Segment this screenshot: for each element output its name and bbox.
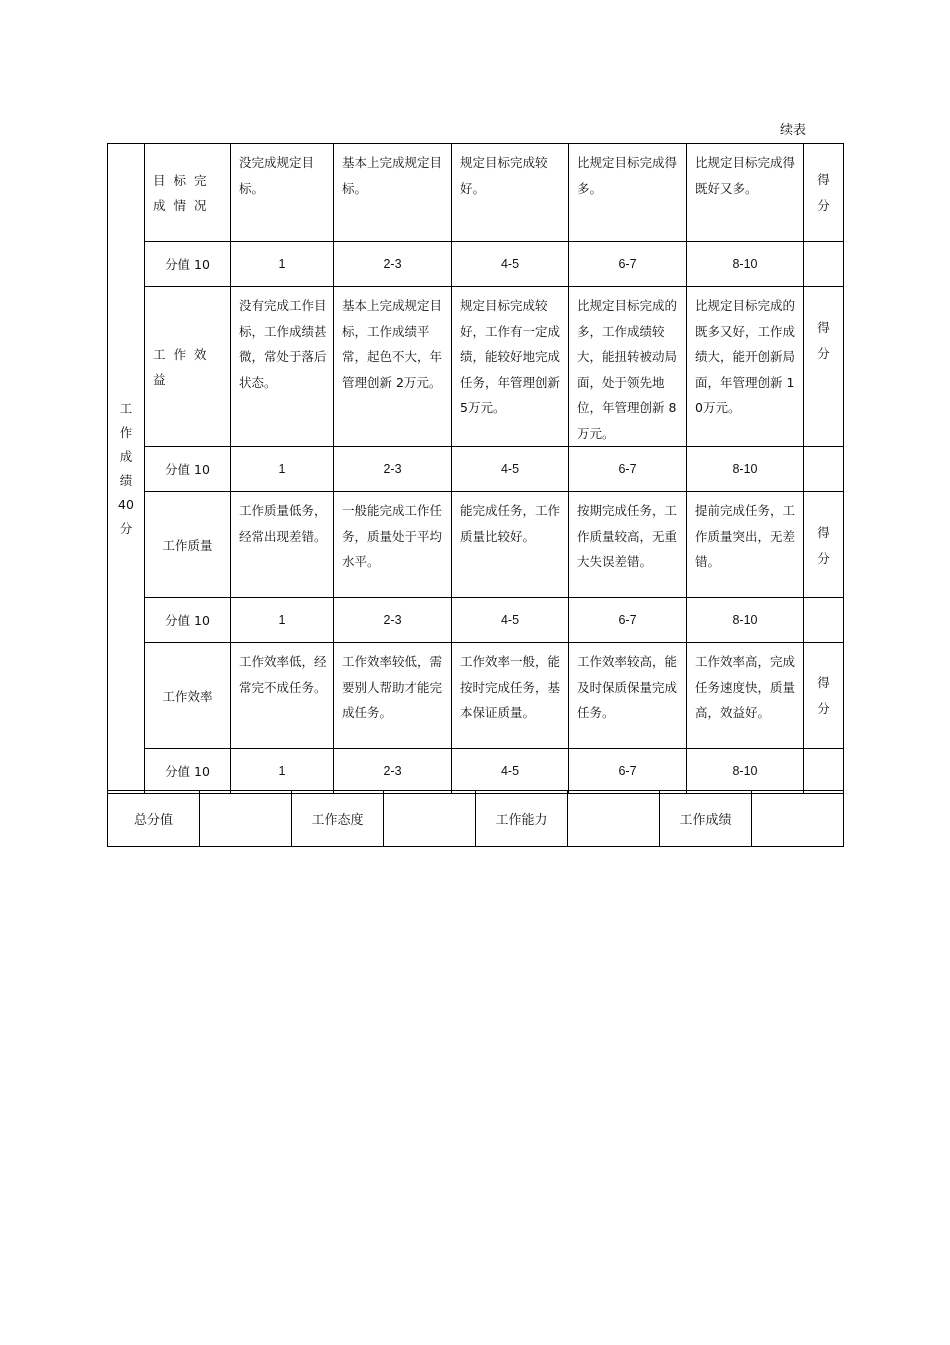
section-title-char: 绩: [119, 472, 133, 488]
score-value: 1: [231, 598, 334, 643]
score-row: [108, 447, 844, 492]
score-input-cell[interactable]: [804, 598, 844, 643]
level-description: 基本上完成规定目标，工作成绩平常，起色不大，年管理创新 2万元。: [334, 287, 452, 447]
score-label: 分值 10: [145, 598, 231, 643]
total-score-input[interactable]: [200, 791, 292, 847]
level-description: 比规定目标完成得多。: [569, 144, 687, 242]
score-value: 2-3: [334, 749, 452, 794]
score-value: 2-3: [334, 447, 452, 492]
level-description: 按期完成任务，工作质量较高，无重大失误差错。: [569, 492, 687, 598]
score-value: 2-3: [334, 242, 452, 287]
section-title-char: 成: [119, 448, 133, 464]
score-input-cell[interactable]: [804, 447, 844, 492]
score-mark: 得分: [817, 171, 830, 213]
score-value: 4-5: [452, 598, 569, 643]
criterion-name: 工作效益: [145, 287, 231, 447]
score-value: 1: [231, 447, 334, 492]
score-mark: 得分: [817, 674, 830, 716]
score-value: 8-10: [687, 749, 804, 794]
level-description: 工作效率低，经常完不成任务。: [231, 643, 334, 749]
score-mark-cell: [804, 144, 844, 242]
level-description: 比规定目标完成的多，工作成绩较大，能扭转被动局面，处于领先地位，年管理创新 8万元。: [569, 287, 687, 447]
performance-table: [107, 143, 844, 794]
level-description: 规定目标完成较好。: [452, 144, 569, 242]
criterion-row-quality: [108, 492, 844, 598]
score-value: 2-3: [334, 598, 452, 643]
level-description: 比规定目标完成得既好又多。: [687, 144, 804, 242]
section-title-char: 工: [119, 400, 133, 416]
level-description: 能完成任务，工作质量比较好。: [452, 492, 569, 598]
section-title-char: 40: [118, 496, 134, 512]
score-value: 1: [231, 242, 334, 287]
level-description: 没有完成工作目标，工作成绩甚微，常处于落后状态。: [231, 287, 334, 447]
criterion-name: 工作效率: [145, 643, 231, 749]
score-row: [108, 749, 844, 794]
score-mark: 得分: [817, 320, 830, 361]
score-mark-cell: [804, 287, 844, 447]
score-mark: 得分: [817, 525, 830, 566]
score-value: 6-7: [569, 447, 687, 492]
level-description: 工作效率一般，能按时完成任务，基本保证质量。: [452, 643, 569, 749]
score-value: 6-7: [569, 242, 687, 287]
level-description: 工作效率较高，能及时保质保量完成任务。: [569, 643, 687, 749]
summary-table: [107, 790, 844, 847]
attitude-label: 工作态度: [292, 791, 384, 847]
criterion-row-benefit: [108, 287, 844, 447]
performance-input[interactable]: [752, 791, 844, 847]
section-title: [108, 144, 145, 794]
section-title-char: 作: [119, 424, 133, 440]
score-label: 分值 10: [145, 447, 231, 492]
level-description: 规定目标完成较好，工作有一定成绩，能较好地完成任务，年管理创新 5万元。: [452, 287, 569, 447]
score-value: 4-5: [452, 447, 569, 492]
section-title-char: 分: [119, 520, 133, 536]
criterion-name: 工作质量: [145, 492, 231, 598]
score-value: 6-7: [569, 598, 687, 643]
level-description: 比规定目标完成的既多又好，工作成绩大，能开创新局面，年管理创新 10万元。: [687, 287, 804, 447]
level-description: 基本上完成规定目标。: [334, 144, 452, 242]
criterion-row-target: [108, 144, 844, 242]
ability-label: 工作能力: [476, 791, 568, 847]
score-value: 1: [231, 749, 334, 794]
score-mark-cell: [804, 492, 844, 598]
score-mark-cell: [804, 643, 844, 749]
score-value: 8-10: [687, 447, 804, 492]
attitude-input[interactable]: [384, 791, 476, 847]
score-value: 8-10: [687, 598, 804, 643]
total-score-label: 总分值: [108, 791, 200, 847]
level-description: 工作效率高，完成任务速度快，质量高，效益好。: [687, 643, 804, 749]
level-description: 工作效率较低，需要别人帮助才能完成任务。: [334, 643, 452, 749]
level-description: 一般能完成工作任务，质量处于平均水平。: [334, 492, 452, 598]
level-description: 工作质量低务，经常出现差错。: [231, 492, 334, 598]
score-input-cell[interactable]: [804, 749, 844, 794]
score-label: 分值 10: [145, 242, 231, 287]
score-value: 4-5: [452, 242, 569, 287]
level-description: 没完成规定目标。: [231, 144, 334, 242]
score-row: [108, 242, 844, 287]
level-description: 提前完成任务，工作质量突出，无差错。: [687, 492, 804, 598]
score-input-cell[interactable]: [804, 242, 844, 287]
score-value: 8-10: [687, 242, 804, 287]
ability-input[interactable]: [568, 791, 660, 847]
score-value: 4-5: [452, 749, 569, 794]
score-value: 6-7: [569, 749, 687, 794]
criterion-name: 目标完成情况: [145, 144, 231, 242]
score-row: [108, 598, 844, 643]
continued-label: 续表: [780, 123, 807, 138]
summary-row: [108, 791, 844, 847]
performance-label: 工作成绩: [660, 791, 752, 847]
criterion-row-efficiency: [108, 643, 844, 749]
score-label: 分值 10: [145, 749, 231, 794]
